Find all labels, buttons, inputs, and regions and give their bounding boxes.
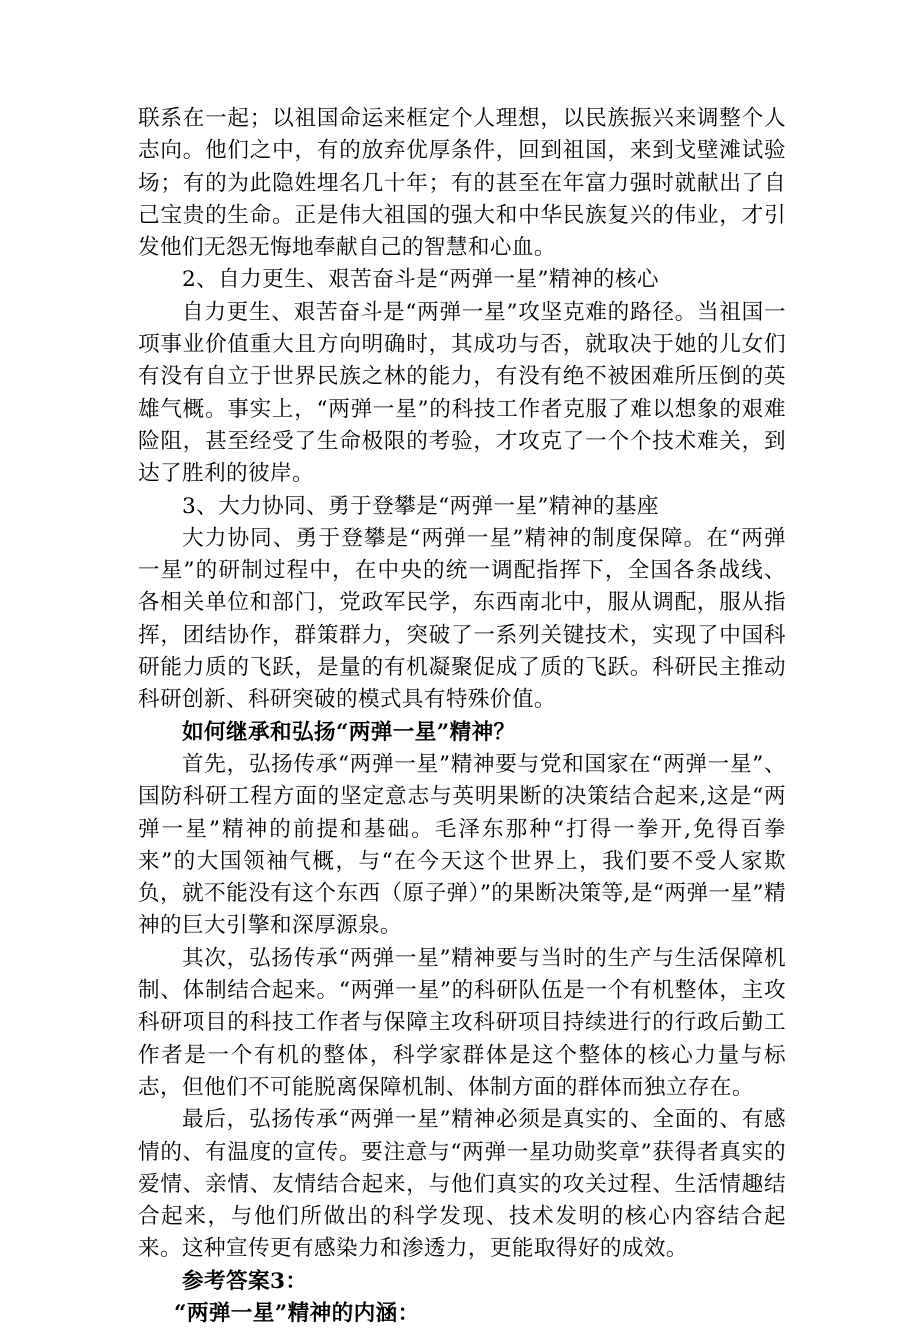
paragraph-cooperation: 大力协同、勇于登攀是“两弹一星”精神的制度保障。在“两弹一星”的研制过程中，在中央的统一调配指挥下，全国各条战线、各相关单位和部门，党政军民学，东西南北中，服从调配，服从指挥，团结协作，群策群力，突破了一系列关键技术，实现了中国科研能力质的飞跃，是量的有机凝聚促成了质的飞跃。科研民主推动科研创新、科研突破的模式具有特殊价值。 [138, 525, 786, 713]
subheading-cooperation: 3、大力协同、勇于登攀是“两弹一星”精神的基座 [182, 493, 659, 519]
paragraph-last: 最后，弘扬传承“两弹一星”精神必须是真实的、全面的、有感情的、有温度的宣传。要注意与“两弹一星功勋奖章”获得者真实的爱情、亲情、友情结合起来，与他们真实的攻关过程、生活情趣结合起来，与他们所做出的科学发现、技术发明的核心内容结合起来。这种宣传更有感染力和渗透力，更能取得好的成效。 [138, 1107, 786, 1262]
paragraph-first: 首先，弘扬传承“两弹一星”精神要与党和国家在“两弹一星”、国防科研工程方面的坚定意志与英明果断的决策结合起来,这是“两弹一星”精神的前提和基础。毛泽东那种“打得一拳开,免得百拳来”的大国领袖气概，与“在今天这个世界上，我们要不受人家欺负，就不能没有这个东西（原子弹）”的果断决策等,是“两弹一星”精神的巨大引擎和深厚源泉。 [138, 751, 786, 939]
reference-answer-heading: 参考答案3： [182, 1268, 308, 1294]
document-body [138, 103, 786, 1330]
paragraph-second: 其次，弘扬传承“两弹一星”精神要与当时的生产与生活保障机制、体制结合起来。“两弹一星”的科研队伍是一个有机整体，主攻科研项目的科技工作者与保障主攻科研项目持续进行的行政后勤工作者是一个有机的整体，科学家群体是这个整体的核心力量与标志，但他们不可能脱离保障机制、体制方面的群体而独立存在。 [138, 945, 786, 1100]
spirit-connotation-heading: “两弹一星”精神的内涵： [174, 1300, 420, 1326]
paragraph-self-reliance: 自力更生、艰苦奋斗是“两弹一星”攻坚克难的路径。当祖国一项事业价值重大且方向明确时，其成功与否，就取决于她的儿女们有没有自立于世界民族之林的能力，有没有绝不被困难所压倒的英雄气概。事实上，“两弹一星”的科技工作者克服了难以想象的艰难险阻，甚至经受了生命极限的考验，才攻克了一个个技术难关，到达了胜利的彼岸。 [138, 299, 786, 487]
section-heading-inherit: 如何继承和弘扬“两弹一星”精神？ [182, 719, 516, 745]
paragraph-body-1: 联系在一起；以祖国命运来框定个人理想，以民族振兴来调整个人志向。他们之中，有的放弃优厚条件，回到祖国，来到戈壁滩试验场；有的为此隐姓埋名几十年；有的甚至在年富力强时就献出了自己宝贵的生命。正是伟大祖国的强大和中华民族复兴的伟业，才引发他们无怨无悔地奉献自己的智慧和心血。 [138, 106, 786, 261]
subheading-self-reliance: 2、自力更生、艰苦奋斗是“两弹一星”精神的核心 [182, 267, 659, 293]
